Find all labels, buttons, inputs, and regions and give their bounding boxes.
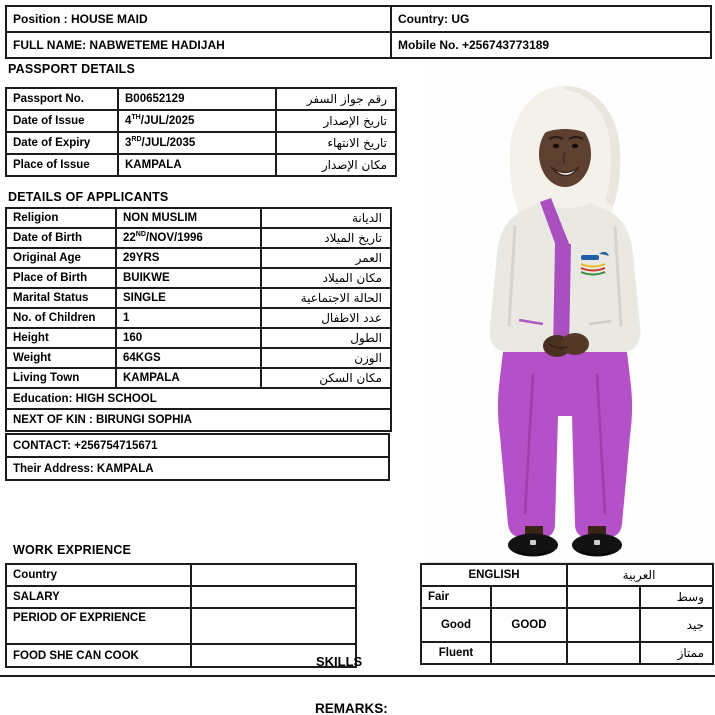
work-experience-title: WORK EXPRIENCE [13,543,132,557]
level-label: Fluent [421,642,491,664]
country-field: Country: UG [391,6,711,32]
right-eye [572,144,578,148]
row-label: Passport No. [6,88,118,110]
header-table [5,5,712,59]
left-eye [553,144,559,148]
row-value: BUIKWE [116,268,261,288]
passport-section-title: PASSPORT DETAILS [8,62,136,76]
row-value: B00652129 [118,88,276,110]
row-label: FOOD SHE CAN COOK [6,644,191,667]
row-value [191,564,356,586]
row-label: Height [6,328,116,348]
row-arabic-label: الطول [261,328,391,348]
row-value: 64KGS [116,348,261,368]
english-rating [491,642,567,664]
row-label: SALARY [6,586,191,608]
row-arabic-label: تاريخ الانتهاء [276,132,396,154]
english-header: ENGLISH [421,564,567,586]
row-value: 4TH/JUL/2025 [118,110,276,132]
applicant-photo [425,66,715,563]
right-hand [561,333,589,355]
row-arabic-label: العمر [261,248,391,268]
row-label: Marital Status [6,288,116,308]
row-value: 29YRS [116,248,261,268]
row-arabic-label: مكان الميلاد [261,268,391,288]
arabic-level-label: ممتاز [640,642,713,664]
row-value: KAMPALA [116,368,261,388]
english-rating [491,586,567,608]
section-divider-line [0,675,715,677]
passport-table [5,87,397,177]
level-label: Fair [421,586,491,608]
row-arabic-label: الوزن [261,348,391,368]
row-label: Date of Issue [6,110,118,132]
row-arabic-label: تاريخ الميلاد [261,228,391,248]
arabic-header: العربية [567,564,713,586]
english-rating: GOOD [491,608,567,642]
row-arabic-label: تاريخ الإصدار [276,110,396,132]
details-table [5,207,392,432]
row-arabic-label: مكان الإصدار [276,154,396,176]
row-arabic-label: مكان السكن [261,368,391,388]
applicant-figure [445,74,685,563]
mobile-field: Mobile No. +256743773189 [391,32,711,58]
row-label: Date of Expiry [6,132,118,154]
row-value: KAMPALA [118,154,276,176]
left-shoe-buckle [530,540,536,545]
row-label: Weight [6,348,116,368]
row-label: Place of Issue [6,154,118,176]
row-arabic-label: الديانة [261,208,391,228]
position-field: Position : HOUSE MAID [6,6,391,32]
row-arabic-label: رقم جواز السفر [276,88,396,110]
arabic-rating [567,608,640,642]
row-arabic-label: الحالة الاجتماعية [261,288,391,308]
right-shoe-buckle [594,540,600,545]
language-skills-table [420,563,714,665]
row-label: PERIOD OF EXPRIENCE [6,608,191,644]
row-label: No. of Children [6,308,116,328]
row-value: 3RD/JUL/2035 [118,132,276,154]
row-label: Date of Birth [6,228,116,248]
contact-field: CONTACT: +256754715671 [6,434,389,457]
row-value: 1 [116,308,261,328]
level-label: Good [421,608,491,642]
full-name-field: FULL NAME: NABWETEME HADIJAH [6,32,391,58]
row-label: Country [6,564,191,586]
arabic-rating [567,586,640,608]
arabic-level-label: وسط [640,586,713,608]
row-value: 22ND/NOV/1996 [116,228,261,248]
row-value: NON MUSLIM [116,208,261,228]
arabic-level-label: جيد [640,608,713,642]
row-value [191,586,356,608]
row-label: Place of Birth [6,268,116,288]
their-address-field: Their Address: KAMPALA [6,457,389,480]
row-arabic-label: عدد الاطفال [261,308,391,328]
row-label: Religion [6,208,116,228]
row-value: 160 [116,328,261,348]
details-section-title: DETAILS OF APPLICANTS [8,190,169,204]
education-field: Education: HIGH SCHOOL [6,388,391,409]
row-label: Living Town [6,368,116,388]
row-value [191,608,356,644]
row-value: SINGLE [116,288,261,308]
purple-trousers [498,352,632,537]
arabic-rating [567,642,640,664]
next-of-kin-field: NEXT OF KIN : BIRUNGI SOPHIA [6,409,391,431]
remarks-heading: REMARKS: [315,701,388,715]
contact-table [5,433,390,481]
skills-heading: SKILLS [316,654,363,669]
work-experience-table [5,563,357,668]
row-label: Original Age [6,248,116,268]
